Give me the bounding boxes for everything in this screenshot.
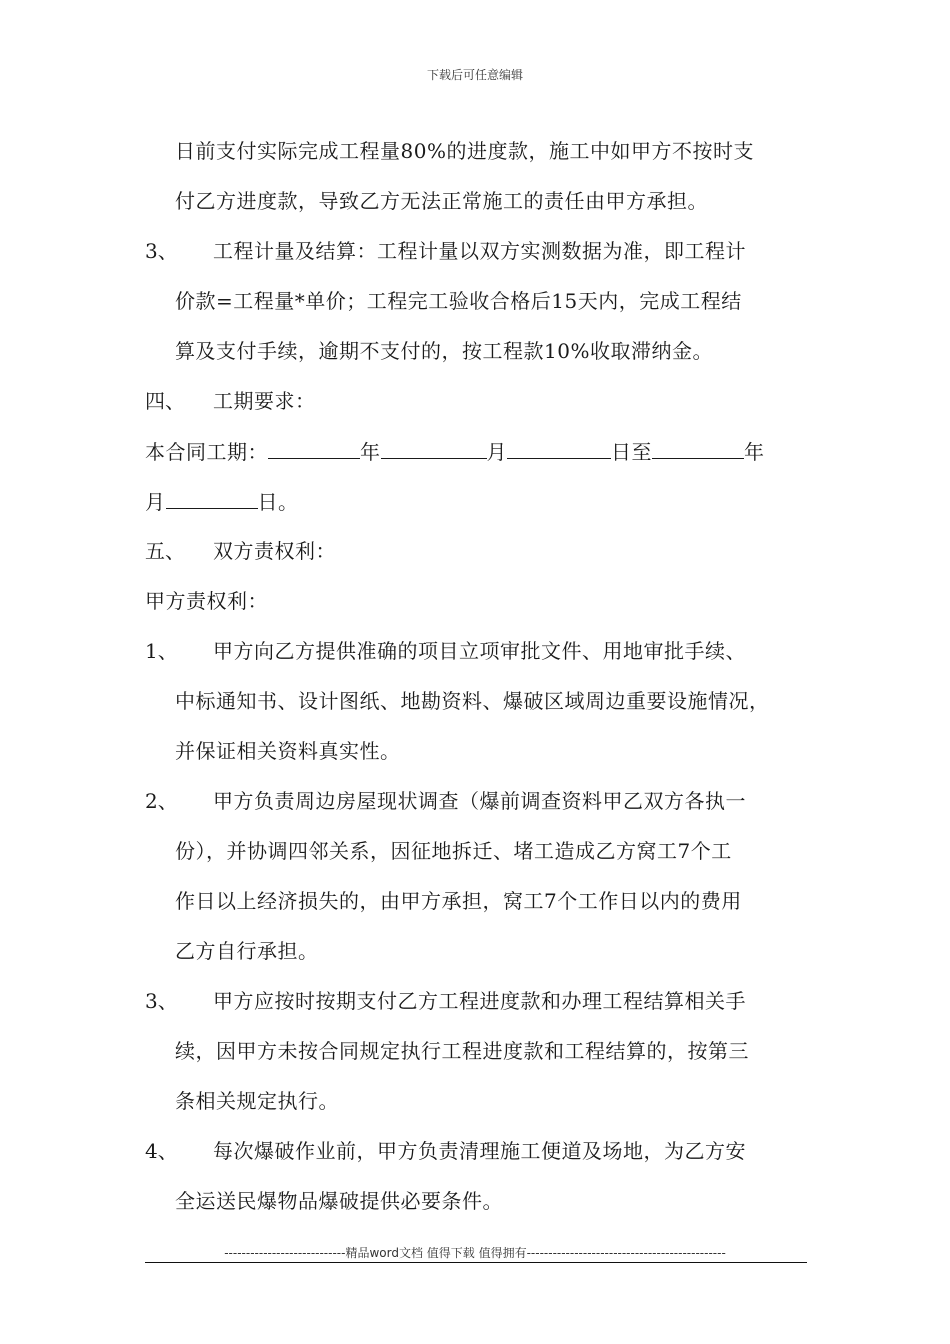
contract-period-line: [145, 436, 765, 467]
item-number: 1、: [145, 639, 178, 663]
contract-period-line-2: [145, 486, 299, 517]
period-end-label: 日。: [257, 490, 299, 514]
item-number: 2、: [145, 789, 178, 813]
paragraph-line: 甲方应按时按期支付乙方工程进度款和办理工程结算相关手: [213, 989, 746, 1013]
paragraph-line: 份），并协调四邻关系，因征地拆迁、堵工造成乙方窝工7个工: [175, 839, 732, 863]
paragraph-line: 算及支付手续，逾期不支付的，按工程款10%收取滞纳金。: [175, 339, 713, 363]
paragraph-line: 条相关规定执行。: [175, 1089, 339, 1113]
month-blank[interactable]: [381, 436, 487, 459]
day-blank[interactable]: [507, 436, 611, 459]
period-month-label: 月: [486, 440, 507, 464]
header-note: 下载后可任意编辑: [426, 68, 523, 82]
year-blank[interactable]: [268, 436, 360, 459]
footer-note: ----------------------------精品word文档 值得下载 值得拥有----------------------------------------------: [224, 1246, 726, 1260]
period-day-to-label: 日至: [611, 440, 652, 464]
period-year-label: 年: [360, 440, 381, 464]
paragraph-line: 甲方向乙方提供准确的项目立项审批文件、用地审批手续、: [213, 639, 746, 663]
end-year-blank[interactable]: [652, 436, 744, 459]
section-number: 四、: [145, 389, 185, 413]
paragraph-line: 付乙方进度款，导致乙方无法正常施工的责任由甲方承担。: [175, 189, 708, 213]
paragraph-line: 续，因甲方未按合同规定执行工程进度款和工程结算的，按第三: [175, 1039, 749, 1063]
paragraph-line: 中标通知书、设计图纸、地勘资料、爆破区域周边重要设施情况，: [175, 689, 770, 713]
paragraph-line: 价款=工程量*单价；工程完工验收合格后15天内，完成工程结: [175, 289, 742, 313]
paragraph-line: 工程计量及结算：工程计量以双方实测数据为准，即工程计: [213, 239, 746, 263]
party-a-heading: 甲方责权利：: [145, 589, 268, 613]
paragraph-line: 日前支付实际完成工程量80%的进度款，施工中如甲方不按时支: [175, 139, 754, 163]
section-title: 双方责权利：: [213, 539, 336, 563]
section-title: 工期要求：: [213, 389, 316, 413]
period-year2-label: 年: [744, 440, 765, 464]
section-number: 五、: [145, 539, 185, 563]
paragraph-line: 并保证相关资料真实性。: [175, 739, 401, 763]
item-number: 4、: [145, 1139, 178, 1163]
paragraph-line: 作日以上经济损失的，由甲方承担，窝工7个工作日以内的费用: [175, 889, 742, 913]
period-prefix: 本合同工期：: [145, 440, 268, 464]
paragraph-line: 甲方负责周边房屋现状调查（爆前调查资料甲乙双方各执一: [213, 789, 746, 813]
paragraph-line: 乙方自行承担。: [175, 939, 319, 963]
paragraph-line: 每次爆破作业前，甲方负责清理施工便道及场地，为乙方安: [213, 1139, 746, 1163]
item-number: 3、: [145, 989, 178, 1013]
item-number: 3、: [145, 239, 178, 263]
period-month2-label: 月: [145, 490, 166, 514]
footer-divider: [145, 1262, 807, 1263]
end-month-blank[interactable]: [166, 486, 258, 509]
paragraph-line: 全运送民爆物品爆破提供必要条件。: [175, 1189, 503, 1213]
